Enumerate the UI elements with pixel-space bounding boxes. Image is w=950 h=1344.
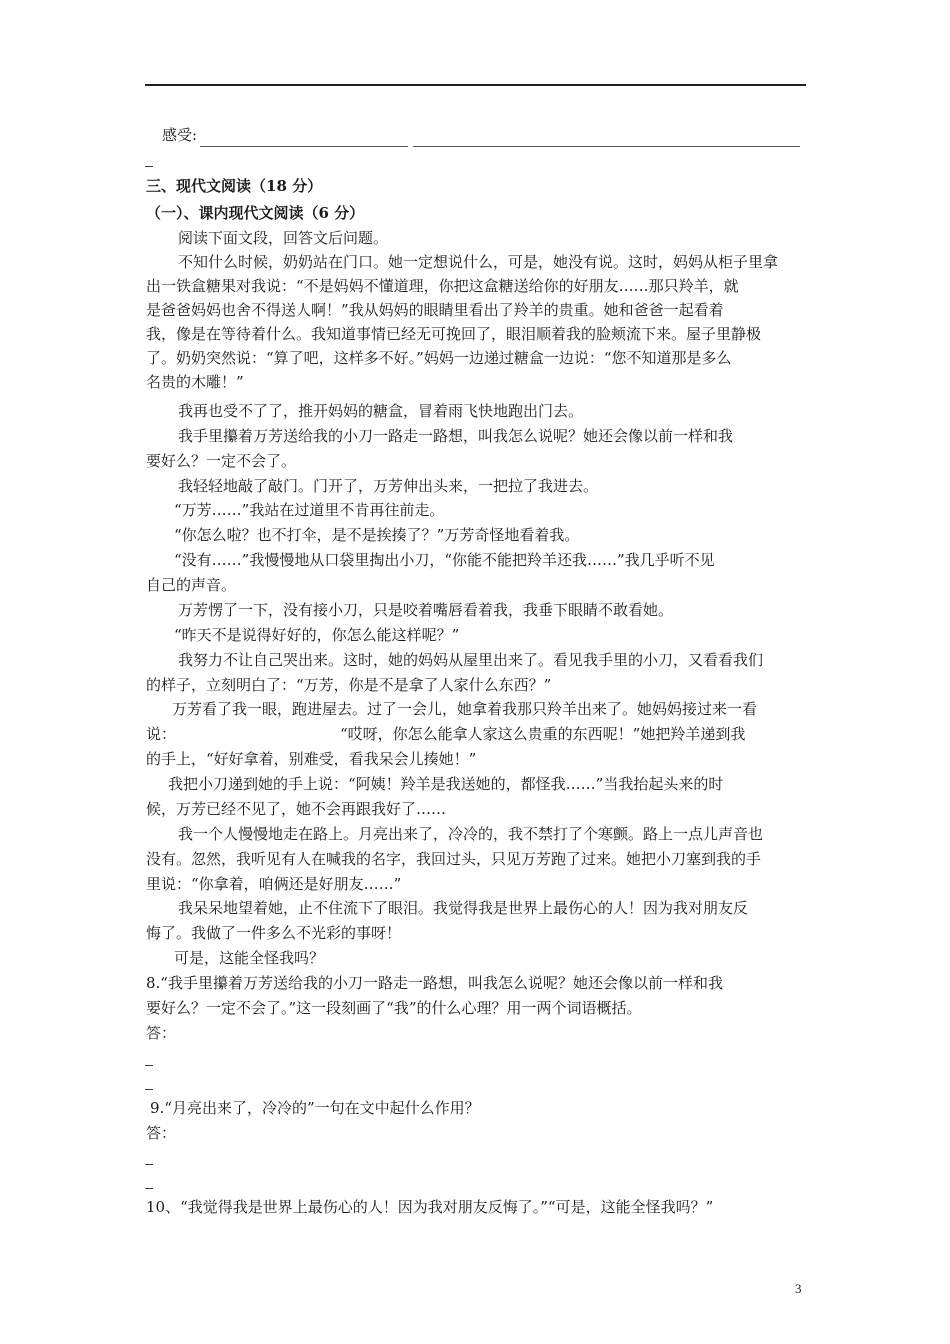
answer-blank-dash xyxy=(145,1188,153,1189)
passage-line: “你怎么啦？也不打伞，是不是挨揍了？”万芳奇怪地看着我。 xyxy=(174,526,580,544)
passage-line: 悔了。我做了一件多么不光彩的事呀！ xyxy=(146,924,402,942)
passage-line: 候，万芳已经不见了，她不会再跟我好了…… xyxy=(146,800,447,818)
feeling-label: 感受: xyxy=(162,126,198,144)
passage-line: 我，像是在等待着什么。我知道事情已经无可挽回了，眼泪顺着我的脸颊流下来。屋子里静极 xyxy=(146,325,762,343)
section-title: 三、现代文阅读（18 分） xyxy=(146,177,323,195)
question-9: 9.“月亮出来了，冷冷的”一句在文中起什么作用？ xyxy=(150,1099,480,1117)
answer-blank-dash xyxy=(145,1089,153,1090)
reading-instruction: 阅读下面文段，回答文后问题。 xyxy=(178,229,389,247)
passage-line: 出一铁盒糖果对我说：“不是妈妈不懂道理，你把这盒糖送给你的好朋友……那只羚羊，就 xyxy=(146,277,739,295)
passage-line: 的样子，立刻明白了：“万芳，你是不是拿了人家什么东西？” xyxy=(146,676,552,694)
section-subtitle: （一）、课内现代文阅读（6 分） xyxy=(146,204,365,222)
passage-line: 没有。忽然，我听见有人在喊我的名字，我回过头，只见万芳跑了过来。她把小刀塞到我的手 xyxy=(146,850,762,868)
passage-line: 的手上，“好好拿着，别难受，看我呆会儿揍她！” xyxy=(146,750,477,768)
feeling-blank-right xyxy=(413,146,800,147)
passage-line: 我呆呆地望着她，止不住流下了眼泪。我觉得我是世界上最伤心的人！因为我对朋友反 xyxy=(178,899,749,917)
passage-line: “哎呀，你怎么能拿人家这么贵重的东西呢！”她把羚羊递到我 xyxy=(340,725,746,743)
feeling-blank-left xyxy=(200,146,408,147)
passage-line: 万芳愣了一下，没有接小刀，只是咬着嘴唇看着我，我垂下眼睛不敢看她。 xyxy=(178,601,674,619)
passage-line: “没有……”我慢慢地从口袋里掏出小刀，“你能不能把羚羊还我……”我几乎听不见 xyxy=(174,551,715,569)
passage-line: 要好么？一定不会了。 xyxy=(146,452,297,470)
answer-blank-dash xyxy=(145,1065,153,1066)
passage-line: 我把小刀递到她的手上说：“阿姨！羚羊是我送她的，都怪我……”当我抬起头来的时 xyxy=(168,775,724,793)
header-rule xyxy=(145,84,806,86)
question-8-line-2: 要好么？一定不会了。”这一段刻画了“我”的什么心理？用一两个词语概括。 xyxy=(146,999,642,1017)
passage-line: 我轻轻地敲了敲门。门开了，万芳伸出头来，一把拉了我进去。 xyxy=(178,477,599,495)
passage-line: 是爸爸妈妈也舍不得送人啊！”我从妈妈的眼睛里看出了羚羊的贵重。她和爸爸一起看着 xyxy=(146,301,724,319)
answer-label-9: 答： xyxy=(146,1124,177,1142)
passage-line: 自己的声音。 xyxy=(146,576,237,594)
passage-line: 名贵的木雕！” xyxy=(146,373,244,391)
passage-line: 我努力不让自己哭出来。这时，她的妈妈从屋里出来了。看见我手里的小刀，又看看我们 xyxy=(178,651,764,669)
question-10: 10、“我觉得我是世界上最伤心的人！因为我对朋友反悔了。”“可是，这能全怪我吗？” xyxy=(146,1198,714,1216)
page-number: 3 xyxy=(795,1281,802,1296)
passage-line: 可是，这能全怪我吗？ xyxy=(174,949,325,967)
passage-line: 不知什么时候，奶奶站在门口。她一定想说什么，可是，她没有说。这时，妈妈从柜子里拿 xyxy=(178,253,779,271)
passage-line: 了。奶奶突然说：“算了吧，这样多不好。”妈妈一边递过糖盒一边说：“您不知道那是多么 xyxy=(146,349,732,367)
passage-line: “万芳……”我站在过道里不肯再往前走。 xyxy=(174,501,445,519)
passage-line: “昨天不是说得好好的，你怎么能这样呢？” xyxy=(174,626,460,644)
passage-line: 里说：“你拿着，咱俩还是好朋友……” xyxy=(146,875,402,893)
passage-line: 我再也受不了了，推开妈妈的糖盒，冒着雨飞快地跑出门去。 xyxy=(178,402,584,420)
question-8-line-1: 8.“我手里攥着万芳送给我的小刀一路走一路想，叫我怎么说呢？她还会像以前一样和我 xyxy=(146,974,723,992)
passage-line: 我一个人慢慢地走在路上。月亮出来了，冷冷的，我不禁打了个寒颤。路上一点儿声音也 xyxy=(178,825,764,843)
feeling-tail-dash xyxy=(145,166,153,167)
passage-line: 万芳看了我一眼，跑进屋去。过了一会儿，她拿着我那只羚羊出来了。她妈妈接过来一看 xyxy=(172,700,758,718)
answer-blank-dash xyxy=(145,1164,153,1165)
answer-label-8: 答： xyxy=(146,1024,177,1042)
passage-line: 说： xyxy=(146,725,177,743)
passage-line: 我手里攥着万芳送给我的小刀一路走一路想，叫我怎么说呢？她还会像以前一样和我 xyxy=(178,427,734,445)
